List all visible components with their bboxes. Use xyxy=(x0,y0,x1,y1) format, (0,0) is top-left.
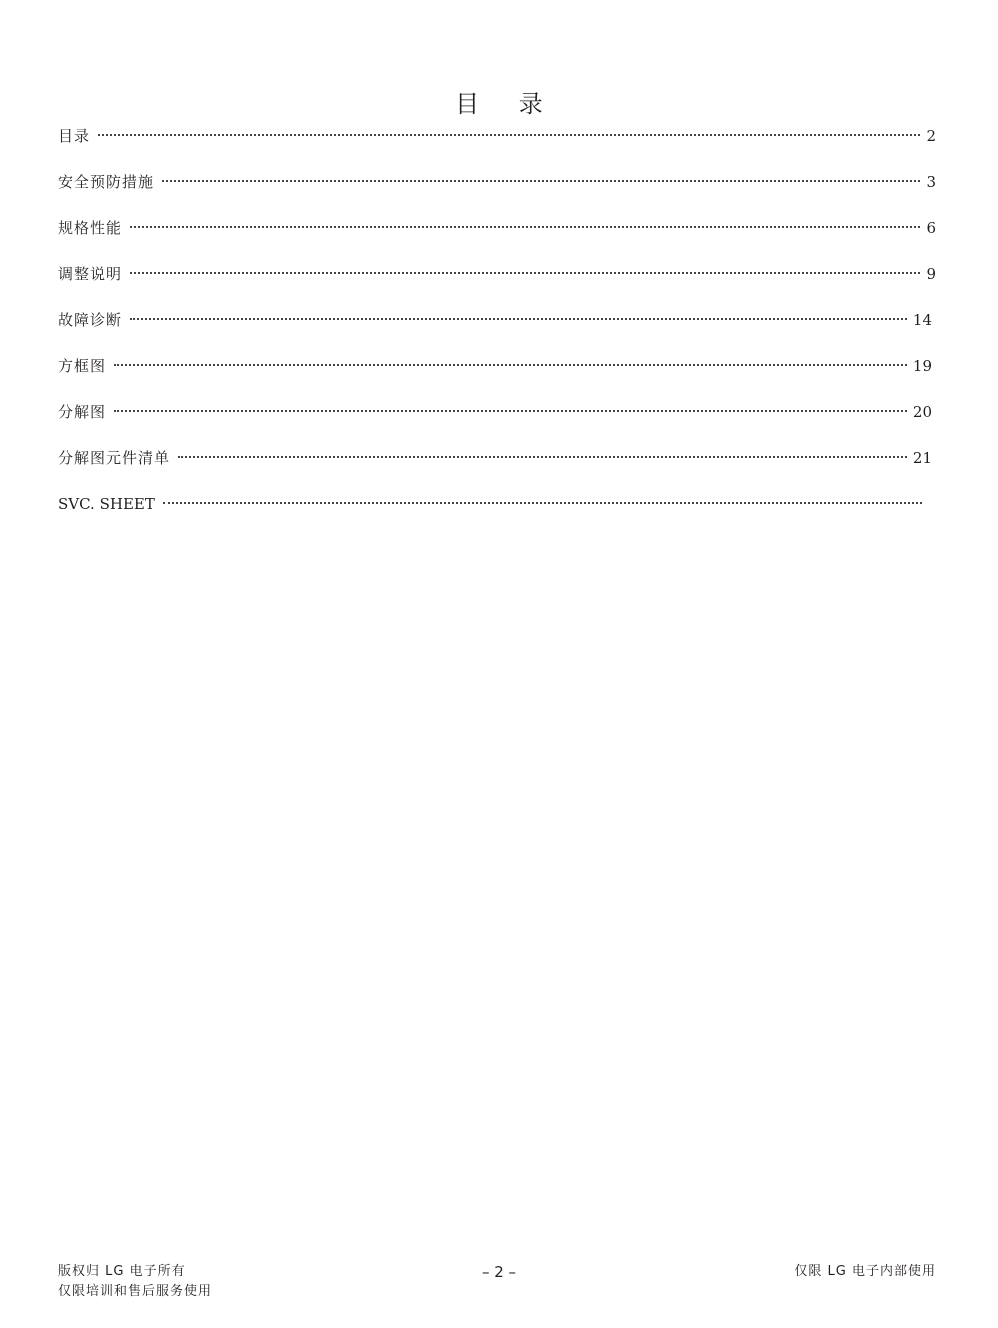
toc-entry-block-diagram[interactable] xyxy=(58,354,936,400)
toc-entry-specifications[interactable] xyxy=(58,216,936,262)
toc-entry-contents[interactable] xyxy=(58,124,936,170)
toc-entry-exploded-view[interactable] xyxy=(58,400,936,446)
dot-leader xyxy=(178,456,907,458)
toc-entry-label: 调整说明 xyxy=(58,265,123,283)
toc-entry-label: 方框图 xyxy=(58,357,107,375)
toc-entry-adjustment[interactable] xyxy=(58,262,936,308)
toc-entry-label: SVC. SHEET xyxy=(58,495,155,513)
toc-entry-troubleshooting[interactable] xyxy=(58,308,936,354)
dot-leader xyxy=(114,410,907,412)
page-title: 目 录 xyxy=(455,90,559,118)
toc-entry-safety[interactable] xyxy=(58,170,936,216)
toc-entry-label: 分解图 xyxy=(58,403,107,421)
toc-entry-page: 3 xyxy=(926,173,936,191)
dot-leader xyxy=(130,226,920,228)
footer-copyright-line: 版权归 LG 电子所有 xyxy=(58,1264,186,1279)
toc-entry-page: 21 xyxy=(912,449,932,467)
toc-entry-parts-list[interactable] xyxy=(58,446,936,492)
toc-entry-label: 故障诊断 xyxy=(58,311,123,329)
toc-entry-svc-sheet[interactable] xyxy=(58,492,936,538)
dot-leader xyxy=(130,272,920,274)
toc-entry-label: 目录 xyxy=(58,127,91,145)
toc-entry-page: 19 xyxy=(912,357,932,375)
dot-leader xyxy=(130,318,907,320)
toc-entry-label: 安全预防措施 xyxy=(58,173,155,191)
dot-leader xyxy=(114,364,907,366)
toc-entry-page: 2 xyxy=(926,127,936,145)
dot-leader xyxy=(163,502,922,504)
toc-entry-page: 20 xyxy=(912,403,932,421)
dot-leader xyxy=(98,134,920,136)
toc-entry-page: 6 xyxy=(926,219,936,237)
footer-usage-line: 仅限培训和售后服务使用 xyxy=(58,1284,213,1299)
footer-internal-use: 仅限 LG 电子内部使用 xyxy=(794,1264,936,1279)
toc-entry-page: 9 xyxy=(926,265,936,283)
toc-entry-label: 分解图元件清单 xyxy=(58,449,171,467)
toc-entry-page: 14 xyxy=(912,311,932,329)
footer-page-number: – 2 – xyxy=(481,1263,517,1281)
dot-leader xyxy=(162,180,920,182)
table-of-contents xyxy=(58,124,936,538)
toc-entry-label: 规格性能 xyxy=(58,219,123,237)
